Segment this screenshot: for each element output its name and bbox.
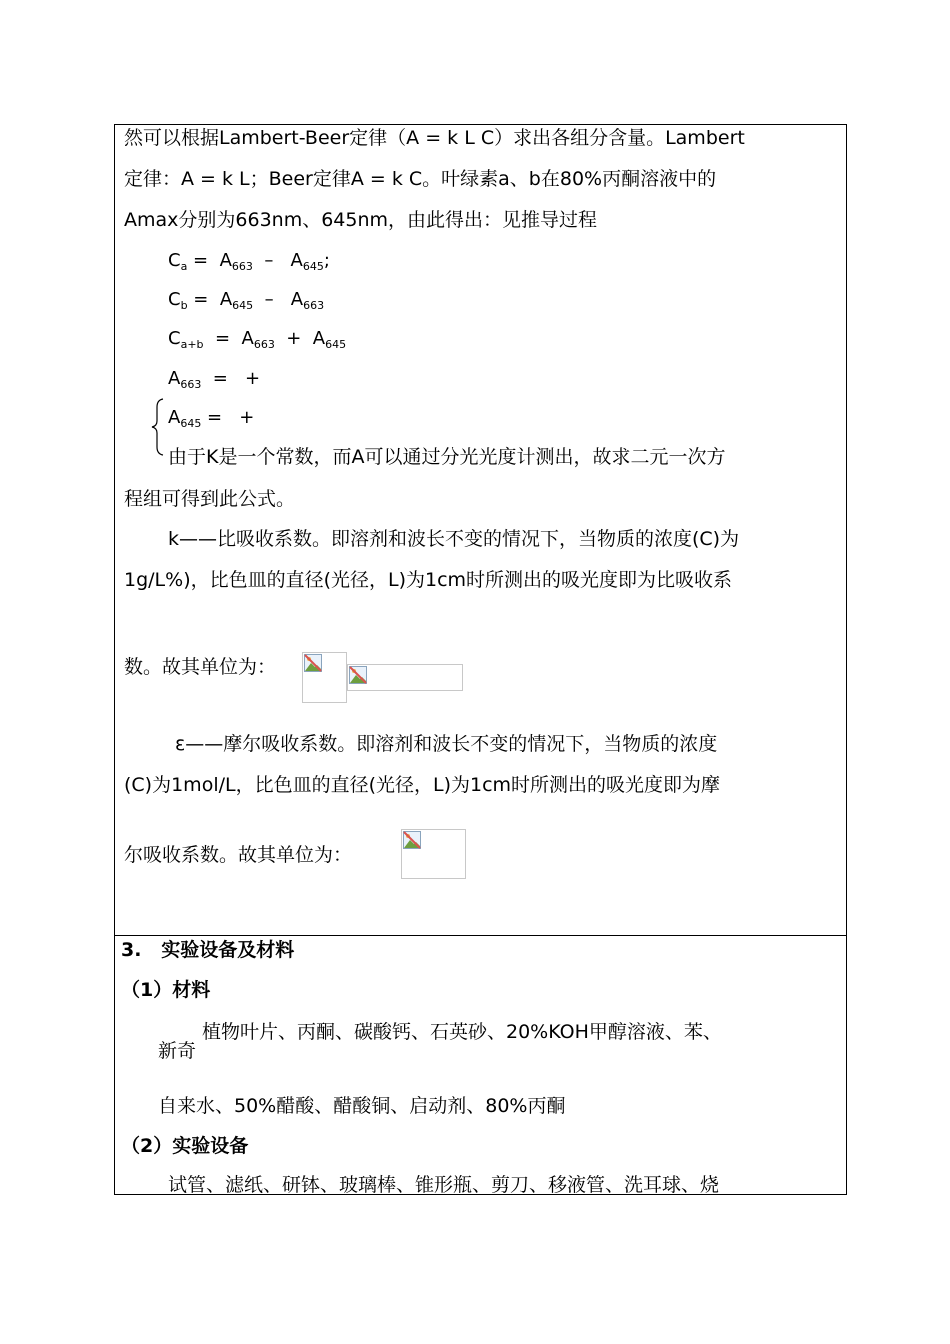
formula-cb: $C_b = A_{645} - A_{663}$ [168,289,325,312]
para3-line1: k——比吸收系数。即溶剂和波长不变的情况下，当物质的浓度(C)为 [168,528,740,550]
para2-line1: 由于K是一个常数，而A可以通过分光光度计测出，故求二元一次方 [168,446,726,468]
section3-heading: 3. 实验设备及材料 [121,939,295,961]
unit-image-1 [302,652,347,703]
para4-line2: (C)为1mol/L，比色皿的直径(光径，L)为1cm时所测出的吸光度即为摩 [124,774,721,796]
equation-brace [150,398,166,456]
para4-line1: ε——摩尔吸收系数。即溶剂和波长不变的情况下，当物质的浓度 [175,733,718,755]
broken-image-icon [304,654,322,672]
materials-line2: 自来水、50%醋酸、醋酸铜、启动剂、80%丙酮 [158,1095,566,1117]
materials-line1: 植物叶片、丙酮、碳酸钙、石英砂、20%KOH甲醇溶液、苯、 [202,1021,722,1043]
unit-image-2 [347,664,463,691]
para1-line2: 定律：A = k L；Beer定律A = k C。叶绿素a、b在80%丙酮溶液中的 [124,168,717,190]
broken-image-icon [403,831,421,849]
para1-line1: 然可以根据Lambert-Beer定律（A = k L C）求出各组分含量。Lambert [124,127,745,149]
materials-prefix: 新奇 [158,1040,197,1062]
formula-ca: $C_a = A_{663} - A_{645}$; [168,250,330,273]
para1-line3: Amax分别为663nm、645nm，由此得出：见推导过程 [124,209,598,231]
para4-line3: 尔吸收系数。故其单位为： [124,844,353,866]
broken-image-icon [349,666,367,684]
table-row-divider [114,935,847,936]
equipment-line1: 试管、滤纸、研钵、玻璃棒、锥形瓶、剪刀、移液管、洗耳球、烧 [168,1174,720,1196]
unit-image-3 [401,829,466,879]
equipment-heading: （2）实验设备 [121,1135,249,1157]
formula-a645: $A_{645}$ = + [168,407,255,430]
formula-a663: $A_{663}$ = + [168,368,261,391]
formula-cab: $C_{a+b} = A_{663} + A_{645}$ [168,328,347,351]
para3-line2: 1g/L%)，比色皿的直径(光径，L)为1cm时所测出的吸光度即为比吸收系 [124,569,733,591]
para3-line3: 数。故其单位为： [124,656,277,678]
materials-heading: （1）材料 [121,979,211,1001]
para2-line2: 程组可得到此公式。 [124,488,296,510]
